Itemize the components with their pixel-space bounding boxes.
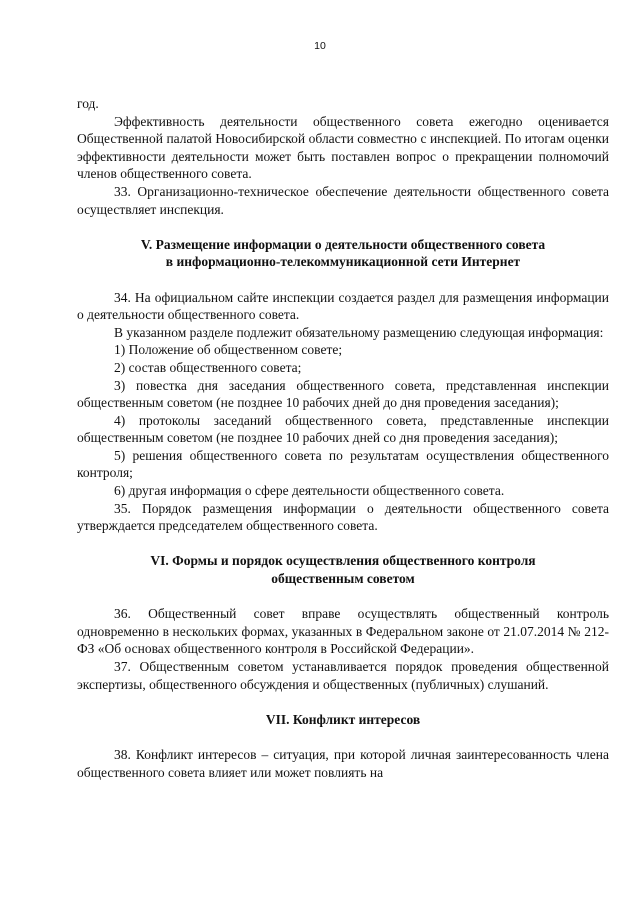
paragraph-efficiency: Эффективность деятельности общественного совета ежегодно оценивается Общественной палатой Новосибирской области совместно с инспекцией. По итогам оценки эффективности деятельности может быть поставлен вопрос о прекращении полномочий членов общественного совета. [77,113,609,182]
paragraph-37: 37. Общественным советом устанавливается порядок проведения общественной экспертизы, общественного обсуждения и общественных (публичных) слушаний. [77,659,609,692]
page-content [77,95,609,781]
page-number: 10 [314,40,326,52]
section-v-heading-line2: в информационно-телекоммуникационной сети Интернет [165,254,521,270]
list-item-5: 5) решения общественного совета по результатам осуществления общественного контроля; [77,447,609,481]
list-item-1: 1) Положение об общественном совете; [114,342,343,358]
paragraph-36: 36. Общественный совет вправе осуществлять общественный контроль одновременно в нескольких формах, указанных в Федеральном законе от 21.07.2014 № 212-ФЗ «Об основах общественного контроля в Российской Федерации». [77,606,609,657]
list-item-4: 4) протоколы заседаний общественного совета, представленные инспекции общественным советом (не позднее 10 рабочих дней со дня проведения заседания); [77,412,609,446]
section-vi-heading-line2: общественным советом [271,571,415,587]
list-item-6: 6) другая информация о сфере деятельности общественного совета. [114,483,505,499]
paragraph-33: 33. Организационно-техническое обеспечение деятельности общественного совета осуществляет инспекция. [77,183,609,217]
section-v-heading-line1: V. Размещение информации о деятельности общественного совета [140,236,546,252]
paragraph-38: 38. Конфликт интересов – ситуация, при которой личная заинтересованность члена общественного совета влияет или может повлиять на [77,746,609,780]
section-vi-heading-line1: VI. Формы и порядок осуществления общественного контроля [150,553,536,569]
list-item-2: 2) состав общественного совета; [114,359,302,375]
paragraph-required-info: В указанном разделе подлежит обязательному размещению следующая информация: [114,324,604,340]
paragraph-35: 35. Порядок размещения информации о деятельности общественного совета утверждается председателем общественного совета. [77,500,609,534]
section-vii-heading: VII. Конфликт интересов [265,711,421,727]
list-item-3: 3) повестка дня заседания общественного совета, представленная инспекции общественным советом (не позднее 10 рабочих дней до дня проведения заседания); [77,377,609,411]
paragraph-continuation: год. [77,96,99,111]
paragraph-34: 34. На официальном сайте инспекции создается раздел для размещения информации о деятельности общественного совета. [77,289,609,323]
